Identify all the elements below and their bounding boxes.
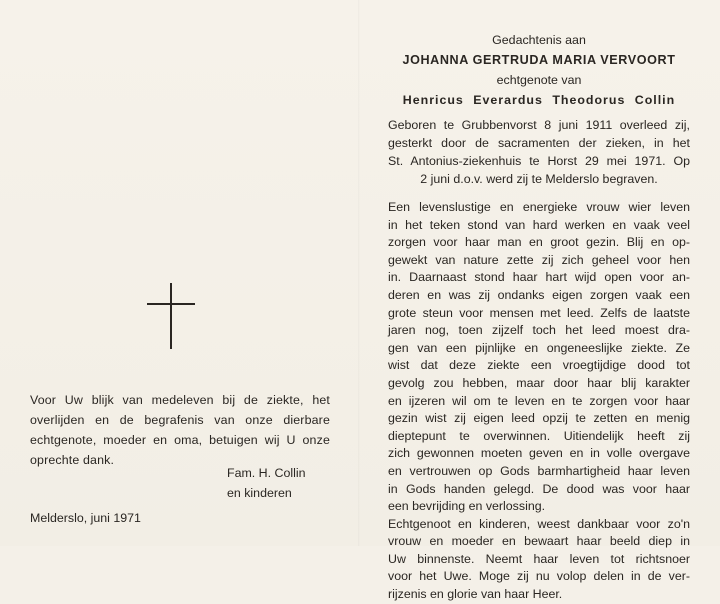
bio-line: jaren nog, toen zijzelf toch het leed moest dra- <box>388 323 690 338</box>
bio-line: wist dat deze ziekte een vroegtijdige dood tot <box>388 358 690 373</box>
bio-line: in. Daarnaast stond haar hart wijd open voor an- <box>388 270 690 285</box>
birth-line: 2 juni d.o.v. werd zij te Melderslo begraven. <box>420 172 658 186</box>
bio-line: deren en was zij ondanks eigen zorgen vaak een <box>388 287 690 302</box>
bio-line: zorgen voor haar man en groot gezin. Blij en op- <box>388 235 690 250</box>
bio-line: vrouw en moeder en bewaart haar beeld diep in <box>388 534 690 549</box>
bio-line: dieptepunt te overwinnen. Uitiendelijk heeft zij <box>388 428 690 443</box>
spouse-of-label: echtgenote van <box>496 73 582 87</box>
birth-line: gesterkt door de sacramenten der zieken, in het <box>388 136 690 150</box>
bio-line: Een levenslustige en energieke vrouw wier leven <box>388 200 690 214</box>
birth-line: Geboren te Grubbenvorst 8 juni 1911 overleed zij, <box>388 118 690 132</box>
place-date: Melderslo, juni 1971 <box>30 511 141 525</box>
bio-line: Uw binnenste. Neemt haar leven tot richtsnoer <box>388 551 690 566</box>
cross-vertical <box>170 283 172 349</box>
bio-line: een bevrijding en verlossing. <box>388 499 546 514</box>
thanks-line: overlijden en de begrafenis van onze dierbare <box>30 413 330 427</box>
birth-death-paragraph <box>388 116 690 188</box>
bio-line: gezin wist zij eigen leed opzij te zetten en menig <box>388 411 690 426</box>
thanks-line: Voor Uw blijk van medeleven bij de ziekte, het <box>30 393 330 407</box>
signature-line: Fam. H. Collin <box>227 466 306 480</box>
signature-line: en kinderen <box>227 486 292 500</box>
memorial-heading: Gedachtenis aan <box>492 33 586 47</box>
bio-line: gewekt van nature zette zij zich geheel voor hen <box>388 252 690 267</box>
spouse-name: Henricus Everardus Theodorus Collin <box>402 93 676 107</box>
bio-line: Echtgenoot en kinderen, weest dankbaar voor zo'n <box>388 516 690 531</box>
deceased-name: JOHANNA GERTRUDA MARIA VERVOORT <box>402 53 676 67</box>
birth-line: St. Antonius-ziekenhuis te Horst 29 mei 1971. Op <box>388 154 690 168</box>
bio-line: gevolg zou hebben, maar door haar blij karakter <box>388 375 690 390</box>
thanks-line: echtgenote, moeder en oma, betuigen wij U onze <box>30 433 330 447</box>
obituary-column <box>388 30 690 604</box>
cross-icon <box>147 283 195 349</box>
cross-horizontal <box>147 303 195 305</box>
thanks-line: oprechte dank. <box>30 453 115 467</box>
bio-line: gen van een pijnlijke en ongeneeslijke ziekte. Ze <box>388 340 690 355</box>
signature <box>227 463 306 503</box>
bio-line: in het teken stond van hard werken en vaak veel <box>388 217 690 232</box>
thanks-text <box>30 390 330 470</box>
bio-line: rijzenis en glorie van haar Heer. <box>388 587 563 602</box>
card-fold <box>358 0 360 546</box>
biography-paragraph <box>388 199 690 604</box>
bio-line: voor het Uwe. Moge zij nu volop delen in de ver- <box>388 569 690 584</box>
bio-line: in Gods handen gelegd. De dood was voor haar <box>388 481 690 496</box>
bio-line: en ijzeren wil om te leven en te zorgen voor haar <box>388 393 690 408</box>
bio-line: zich gewonnen moeten geven en in volle overgave <box>388 446 690 461</box>
bio-line: en vertrouwen op Gods barmhartigheid haar leven <box>388 463 690 478</box>
bio-line: grote steun voor mensen met leed. Zelfs de laatste <box>388 305 690 320</box>
